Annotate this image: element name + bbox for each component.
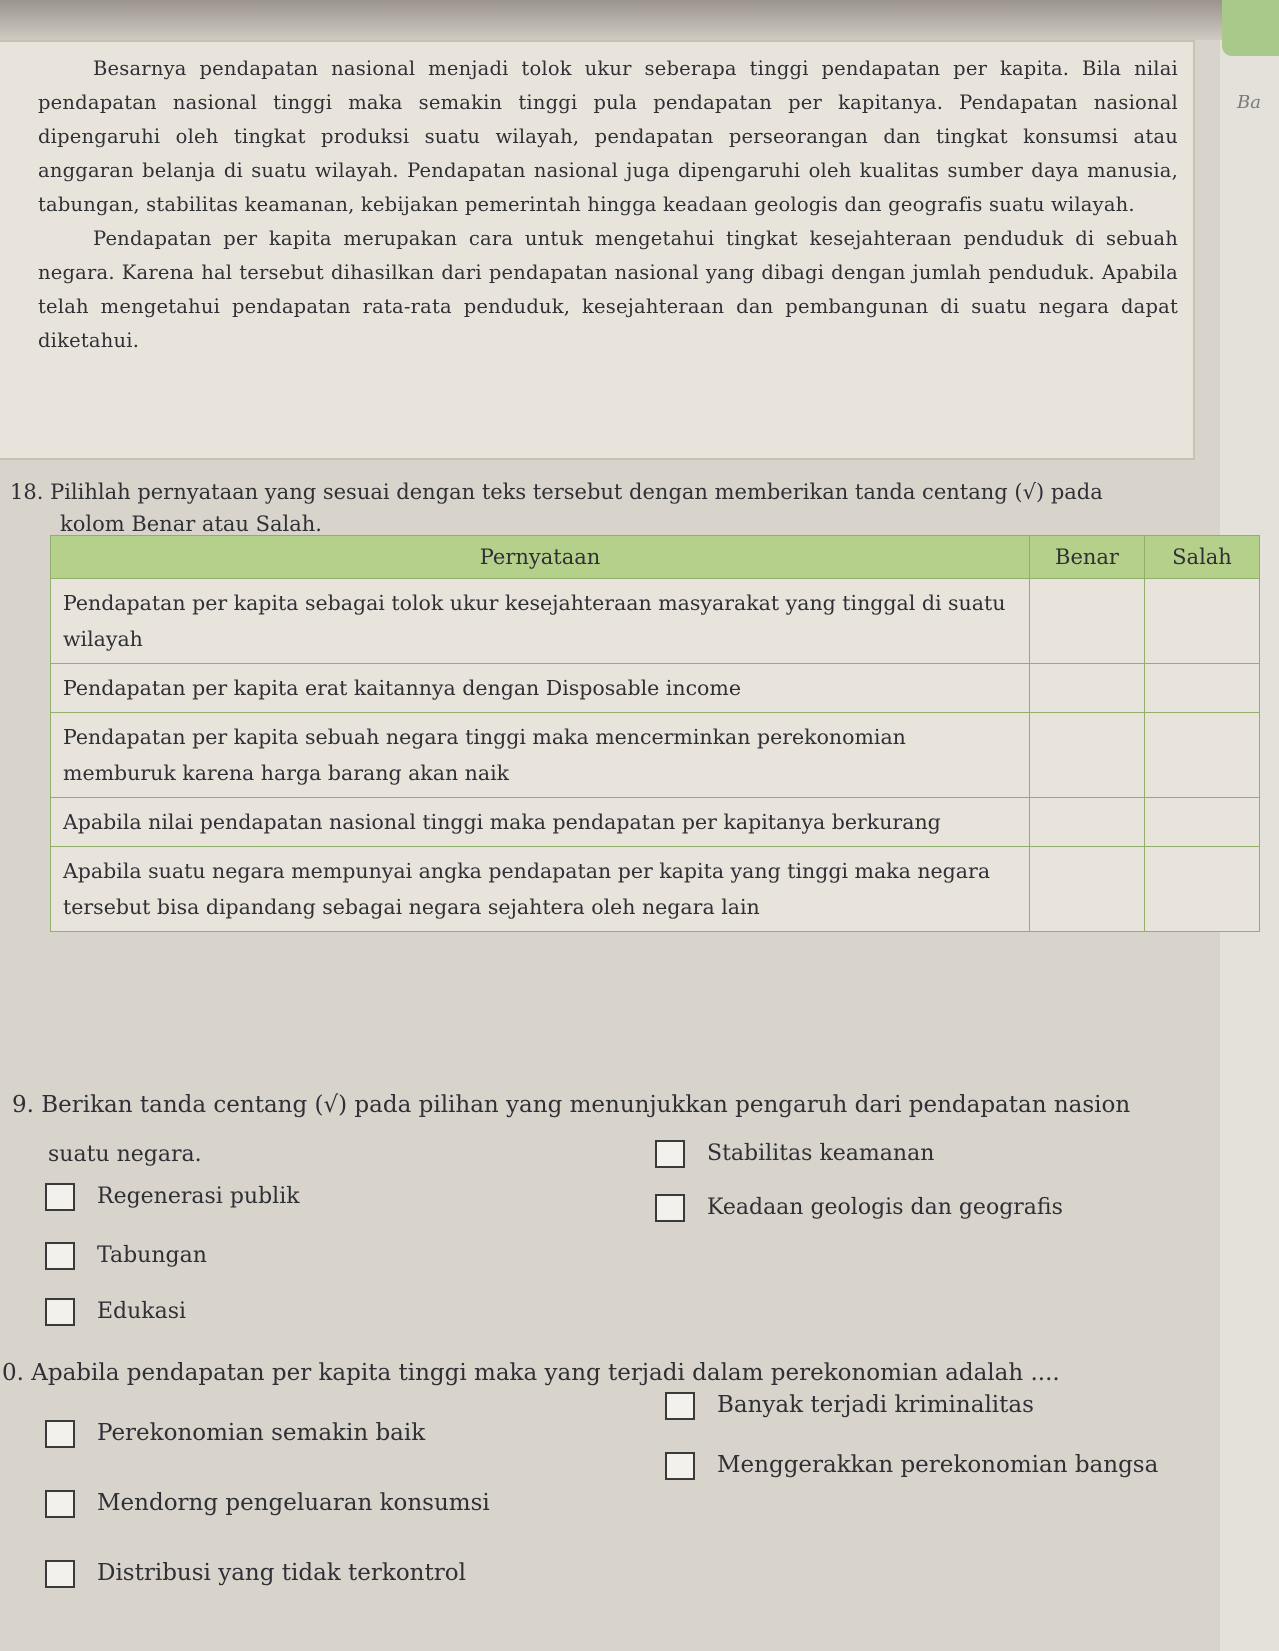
true-false-table [50, 535, 1260, 932]
false-checkbox-cell[interactable] [1145, 713, 1260, 798]
false-checkbox-cell[interactable] [1145, 664, 1260, 713]
checkbox[interactable] [45, 1560, 75, 1588]
statement-cell: Apabila nilai pendapatan nasional tinggi maka pendapatan per kapitanya berkurang [51, 798, 1030, 847]
checkbox[interactable] [655, 1194, 685, 1222]
true-checkbox-cell[interactable] [1030, 713, 1145, 798]
table-row [51, 798, 1260, 847]
table-row [51, 579, 1260, 664]
q19-option[interactable]: Stabilitas keamanan [655, 1140, 934, 1168]
table-row [51, 713, 1260, 798]
paragraph-1: Besarnya pendapatan nasional menjadi tolok ukur seberapa tinggi pendapatan per kapita. Bila nilai pendapatan nasional tinggi maka semakin tinggi pula pendapatan per kapitanya. Pendapatan nasional dipengaruhi oleh tingkat produksi suatu wilayah, pendapatan perseorangan dan tingkat konsumsi atau anggaran belanja di suatu wilayah. Pendapatan nasional juga dipengaruhi oleh kualitas sumber daya manusia, tabungan, stabilitas keamanan, kebijakan pemerintah hingga keadaan geologis dan geografis suatu wilayah. [38, 57, 1178, 216]
header-statement: Pernyataan [51, 536, 1030, 579]
question-18-prompt-cont: kolom Benar atau Salah. [60, 512, 322, 536]
checkbox[interactable] [45, 1490, 75, 1518]
checkbox[interactable] [45, 1242, 75, 1270]
reading-passage-box [0, 40, 1195, 460]
false-checkbox-cell[interactable] [1145, 847, 1260, 932]
question-19-prompt-cont: suatu negara. [48, 1142, 202, 1167]
checkbox[interactable] [655, 1140, 685, 1168]
photo-top-edge [0, 0, 1279, 40]
q20-option[interactable]: Menggerakkan perekonomian bangsa [665, 1452, 1158, 1480]
reading-passage [38, 52, 1178, 358]
statement-cell: Pendapatan per kapita erat kaitannya dengan Disposable income [51, 664, 1030, 713]
checkbox[interactable] [665, 1452, 695, 1480]
q20-option[interactable]: Perekonomian semakin baik [45, 1420, 425, 1448]
table-row [51, 847, 1260, 932]
checkbox[interactable] [45, 1420, 75, 1448]
q20-option[interactable]: Mendorng pengeluaran konsumsi [45, 1490, 490, 1518]
q19-option[interactable]: Keadaan geologis dan geografis [655, 1194, 1063, 1222]
true-checkbox-cell[interactable] [1030, 579, 1145, 664]
statement-cell: Pendapatan per kapita sebuah negara tinggi maka mencerminkan perekonomian memburuk karena harga barang akan naik [51, 713, 1030, 798]
header-true: Benar [1030, 536, 1145, 579]
statement-cell: Pendapatan per kapita sebagai tolok ukur kesejahteraan masyarakat yang tinggal di suatu wilayah [51, 579, 1030, 664]
q20-option[interactable]: Distribusi yang tidak terkontrol [45, 1560, 466, 1588]
paragraph-2: Pendapatan per kapita merupakan cara untuk mengetahui tingkat kesejahteraan penduduk di sebuah negara. Karena hal tersebut dihasilkan dari pendapatan nasional yang dibagi dengan jumlah penduduk. Apabila telah mengetahui pendapatan rata-rata penduduk, kesejahteraan dan pembangunan di suatu negara dapat diketahui. [38, 227, 1178, 352]
q20-option[interactable]: Banyak terjadi kriminalitas [665, 1392, 1034, 1420]
statement-cell: Apabila suatu negara mempunyai angka pendapatan per kapita yang tinggi maka negara tersebut bisa dipandang sebagai negara sejahtera oleh negara lain [51, 847, 1030, 932]
q19-option[interactable]: Tabungan [45, 1242, 207, 1270]
question-19-prompt: 9. Berikan tanda centang (√) pada pilihan yang menunjukkan pengaruh dari pendapatan nasion [12, 1092, 1131, 1118]
header-false: Salah [1145, 536, 1260, 579]
table-row [51, 664, 1260, 713]
true-checkbox-cell[interactable] [1030, 798, 1145, 847]
question-18-prompt: 18. Pilihlah pernyataan yang sesuai dengan teks tersebut dengan memberikan tanda centang (√) pada [10, 480, 1103, 504]
side-tab-label: Ba [1237, 92, 1261, 113]
false-checkbox-cell[interactable] [1145, 798, 1260, 847]
q19-option[interactable]: Regenerasi publik [45, 1183, 300, 1211]
page-tab-marker [1222, 0, 1279, 56]
question-20-prompt: 0. Apabila pendapatan per kapita tinggi maka yang terjadi dalam perekonomian adalah .... [2, 1360, 1060, 1386]
q19-option[interactable]: Edukasi [45, 1298, 186, 1326]
true-checkbox-cell[interactable] [1030, 664, 1145, 713]
false-checkbox-cell[interactable] [1145, 579, 1260, 664]
true-checkbox-cell[interactable] [1030, 847, 1145, 932]
checkbox[interactable] [665, 1392, 695, 1420]
checkbox[interactable] [45, 1183, 75, 1211]
checkbox[interactable] [45, 1298, 75, 1326]
